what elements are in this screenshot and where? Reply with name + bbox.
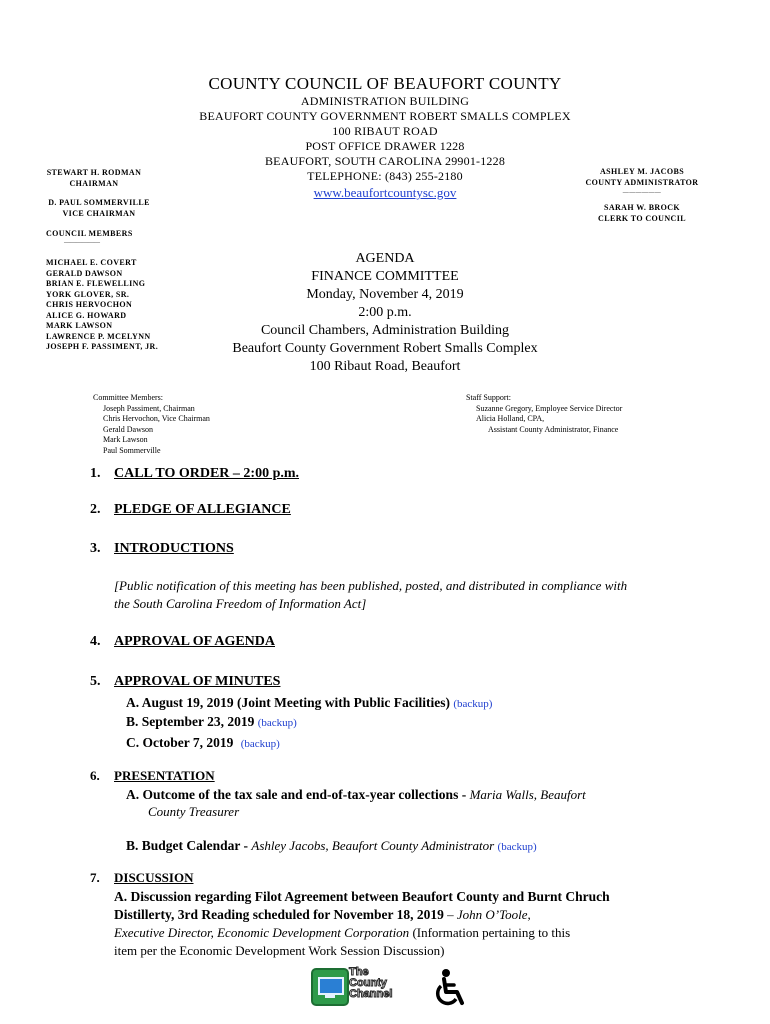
council-member: GERALD DAWSON [46, 268, 123, 278]
agenda-item-1 [90, 466, 299, 482]
council-members-heading: COUNCIL MEMBERS [46, 229, 133, 238]
meeting-address: 100 Ribaut Road, Beaufort [309, 359, 461, 374]
council-member: CHRIS HERVOCHON [46, 300, 133, 309]
presenter-continued: County Treasurer [148, 804, 240, 819]
committee-member: Joseph Passiment, Chairman [103, 403, 195, 413]
county-channel-wordmark: The County Channel [349, 966, 393, 1000]
staff-support [466, 393, 622, 435]
council-member: JOSEPH F. PASSIMENT, JR. [46, 342, 159, 351]
minutes-item-a [126, 694, 492, 713]
vice-chairman-block [46, 198, 152, 219]
discussion-line: item per the Economic Development Work Session Discussion) [114, 943, 445, 958]
meeting-time: 2:00 p.m. [358, 305, 412, 320]
chairman-title: CHAIRMAN [69, 178, 119, 188]
discussion-presenter: – John O’Toole, [443, 907, 531, 922]
minutes-text: B. September 23, 2019 [126, 714, 255, 729]
administrator-block [576, 167, 708, 199]
committee-member: Mark Lawson [103, 435, 148, 444]
item-number: 6. [90, 768, 100, 783]
vice-chairman-title: VICE CHAIRMAN [62, 208, 136, 218]
address-line: 100 RIBAUT ROAD [332, 124, 438, 138]
item-title: APPROVAL OF AGENDA [114, 634, 276, 649]
county-channel-badge [311, 968, 349, 1006]
agenda-item-6 [90, 768, 215, 784]
presenter: Maria Walls, Beaufort [469, 787, 586, 802]
item-number: 3. [90, 541, 101, 556]
chairman-name: STEWART H. RODMAN [46, 168, 142, 177]
admin-rule: —————— [622, 190, 662, 196]
council-member: YORK GLOVER, SR. [46, 289, 130, 299]
item-title: DISCUSSION [114, 870, 194, 885]
chairman-block [46, 168, 142, 189]
meeting-complex: Beaufort County Government Robert Smalls Complex [232, 341, 538, 356]
meeting-date: Monday, November 4, 2019 [306, 287, 464, 302]
presenter: Ashley Jacobs, Beaufort County Administrator [251, 838, 495, 853]
discussion-line [114, 924, 570, 942]
committee-member: Chris Hervochon, Vice Chairman [103, 414, 210, 423]
address-line: BEAUFORT, SOUTH CAROLINA 29901-1228 [264, 154, 506, 168]
website-link[interactable]: www.beaufortcountysc.gov [313, 185, 457, 200]
item-title: PRESENTATION [114, 768, 215, 783]
committee-members [93, 393, 210, 456]
backup-link[interactable]: (backup) [497, 841, 537, 853]
meeting-location: Council Chambers, Administration Building [260, 323, 510, 338]
clerk-block [576, 203, 708, 224]
clerk-name: SARAH W. BROCK [603, 203, 681, 212]
discussion-line: A. Discussion regarding Filot Agreement between Beaufort County and Burnt Chruch [114, 889, 610, 904]
council-title: COUNTY COUNCIL OF BEAUFORT COUNTY [208, 74, 562, 93]
item-title: PLEDGE OF ALLEGIANCE [114, 502, 291, 517]
discussion-note: (Information pertaining to this [409, 925, 571, 940]
item-number: 2. [90, 502, 101, 517]
clerk-title: CLERK TO COUNCIL [598, 213, 686, 223]
agenda-item-2 [90, 502, 291, 518]
minutes-text: A. August 19, 2019 (Joint Meeting with Public Facilities) [126, 695, 450, 710]
vice-chairman-name: D. PAUL SOMMERVILLE [48, 198, 150, 207]
council-member: MICHAEL E. COVERT [46, 258, 137, 267]
staff-heading: Staff Support: [466, 393, 511, 402]
presentation-title: B. Budget Calendar - [126, 838, 252, 853]
item-number: 4. [90, 634, 101, 649]
presentation-title: A. Outcome of the tax sale and end-of-tax-year collections - [126, 787, 470, 802]
backup-link[interactable]: (backup) [453, 698, 493, 710]
public-notice-line: the South Carolina Freedom of Information Act] [114, 596, 367, 611]
backup-link[interactable]: (backup) [240, 738, 280, 750]
committee-member: Paul Sommerville [103, 445, 161, 455]
minutes-item-b [126, 713, 297, 732]
staff-line: Alicia Holland, CPA, [476, 414, 545, 423]
minutes-item-c [126, 734, 280, 753]
public-notice-line: [Public notification of this meeting has been published, posted, and distributed in compliance with [114, 578, 628, 593]
wheelchair-accessible-icon [432, 968, 468, 1008]
council-member: BRIAN E. FLEWELLING [46, 279, 146, 288]
staff-line: Suzanne Gregory, Employee Service Director [476, 403, 623, 413]
tv-screen-icon [318, 977, 344, 995]
agenda-item-3 [90, 541, 234, 557]
item-number: 1. [90, 466, 101, 481]
agenda-item-5 [90, 674, 280, 690]
council-member: LAWRENCE P. MCELYNN [46, 331, 151, 341]
address-line: ADMINISTRATION BUILDING [300, 94, 470, 108]
council-member: MARK LAWSON [46, 321, 113, 330]
item-title: APPROVAL OF MINUTES [114, 674, 281, 689]
committee-heading: Committee Members: [93, 393, 163, 402]
presentation-item-a [126, 786, 586, 804]
discussion-text: Distillerty, 3rd Reading scheduled for November 18, 2019 [114, 907, 444, 922]
staff-line: Assistant County Administrator, Finance [488, 424, 619, 434]
council-member: ALICE G. HOWARD [46, 310, 127, 320]
agenda-header [0, 250, 770, 376]
address-line: BEAUFORT COUNTY GOVERNMENT ROBERT SMALLS COMPLEX [199, 109, 571, 123]
committee-name: FINANCE COMMITTEE [311, 269, 459, 284]
backup-link[interactable]: (backup) [257, 717, 297, 729]
agenda-item-4 [90, 634, 275, 650]
tv-stand-icon [325, 995, 335, 998]
item-number: 7. [90, 870, 100, 885]
discussion-presenter-title: Executive Director, Economic Development Corporation [114, 925, 410, 940]
minutes-text: C. October 7, 2019 [126, 735, 234, 750]
discussion-line [114, 906, 531, 924]
item-number: 5. [90, 674, 101, 689]
address-line: POST OFFICE DRAWER 1228 [305, 139, 465, 153]
item-title: INTRODUCTIONS [114, 541, 234, 556]
members-rule: —————— [64, 240, 100, 246]
presentation-item-b [126, 837, 537, 856]
administrator-name: ASHLEY M. JACOBS [599, 167, 685, 176]
county-channel-logo [311, 968, 397, 1006]
committee-member: Gerald Dawson [103, 424, 153, 434]
telephone-line: TELEPHONE: (843) 255-2180 [307, 169, 463, 183]
item-title: CALL TO ORDER – 2:00 p.m. [114, 466, 300, 481]
administrator-title: COUNTY ADMINISTRATOR [585, 177, 699, 187]
agenda-item-7 [90, 870, 193, 886]
agenda-label: AGENDA [355, 251, 415, 266]
